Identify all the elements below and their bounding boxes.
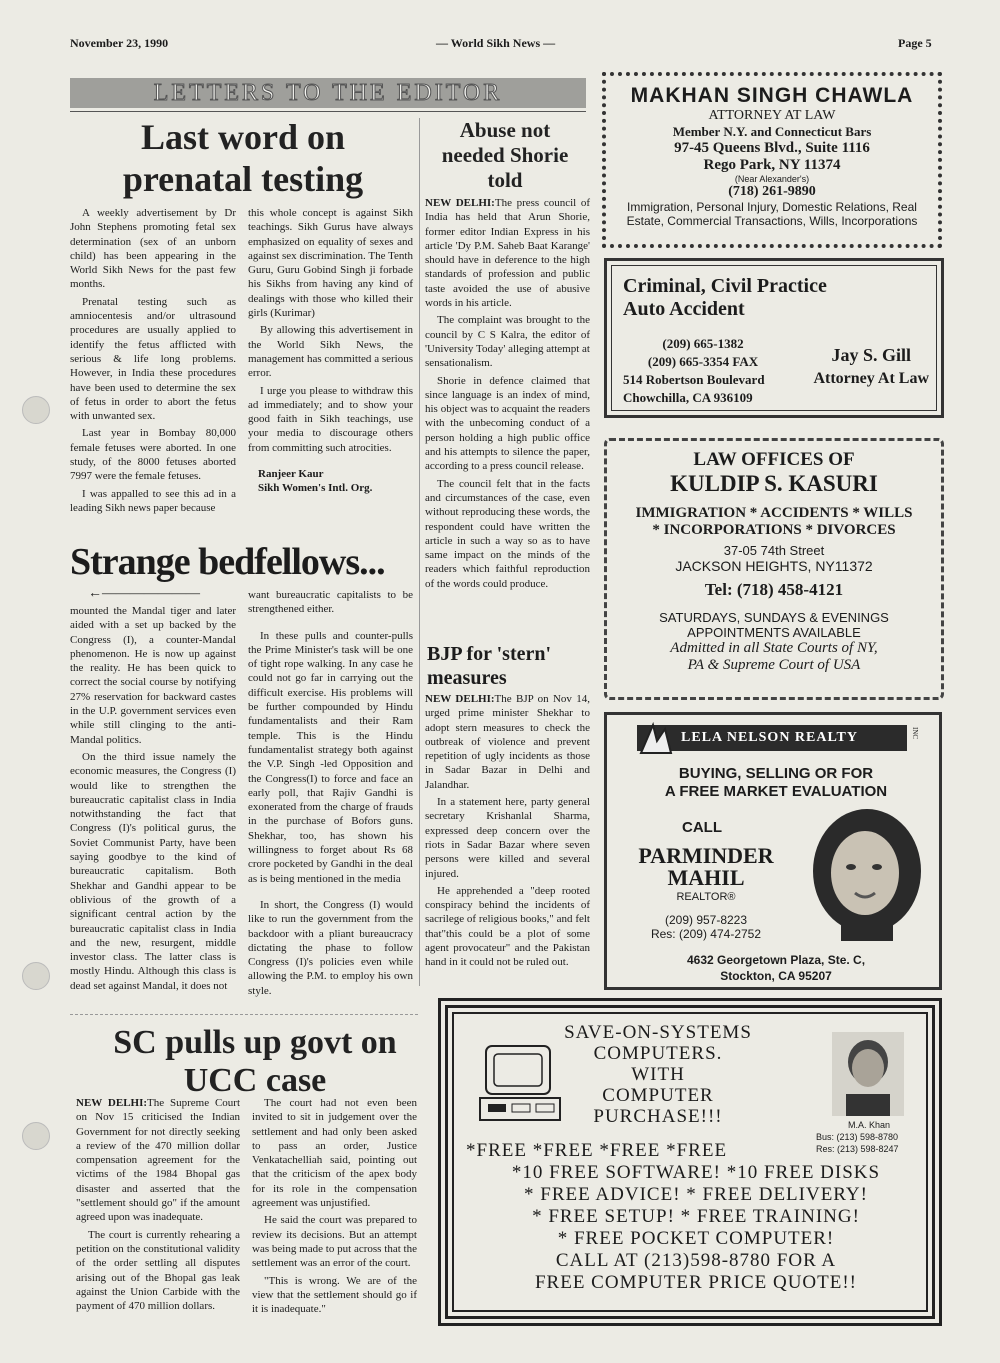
call-label: CALL (682, 819, 722, 836)
bjp-body (425, 692, 590, 973)
section-rule (70, 111, 586, 112)
address-line: 514 Robertson Boulevard (623, 372, 765, 387)
continued-arrow: ←——————— (88, 586, 200, 601)
section-banner-text: LETTERS TO THE EDITOR (153, 80, 503, 106)
attorney-title: Attorney At Law (813, 370, 929, 387)
courts: Admitted in all State Courts of NY, (670, 640, 878, 656)
offer-line: FREE COMPUTER PRICE QUOTE!! (534, 1272, 858, 1293)
practice-line: Criminal, Civil Practice (623, 275, 827, 297)
paragraph: In these pulls and counter-pulls the Prime Minister's task will be one of tight rope walking. In any case he could not go far in carrying out the difficult exercise. His problems will be further compounded by Hindu fundamentalists and their Ram temple. This is the Hindu fundamentalist strategy both against the V.P. Singh -led Opposition and the Congress(I) to force and face an early poll, that Rajiv Gandhi is exonerated from the charge of frauds in the purchase of Bofors guns. Shekhar, too, has shown his willingness to forget about Rs 68 crore pocketed by Gandhi in the deal as is being mentioned in the media (248, 629, 413, 885)
hours: APPOINTMENTS AVAILABLE (687, 625, 861, 640)
logo-text: LELA NELSON REALTY (681, 730, 858, 745)
offer-line: * FREE POCKET COMPUTER! (557, 1228, 835, 1249)
services: IMMIGRATION * ACCIDENTS * WILLS (635, 505, 913, 521)
office-line: LAW OFFICES OF (693, 449, 855, 470)
paragraph: Prenatal testing such as amniocentesis and/or ultrasound procedures are usually applied to identify the fetus afflicted with serious & life long problems. However, in India these procedures have been used to determine the sex of fetus in order to abort the fetus with unwanted sex. (70, 295, 236, 423)
paragraph: Shorie in defence claimed that since language is an index of mind, his object was to acquaint the readers with the unbecoming conduct of a person holding a high public office and his attempts to silence the paper, according to a press council release. (425, 374, 590, 473)
headline-line: SAVE-ON-SYSTEMS (564, 1022, 752, 1043)
hours: SATURDAYS, SUNDAYS & EVENINGS (659, 610, 889, 625)
sc-column-1 (76, 1096, 240, 1316)
prenatal-column-1 (70, 206, 236, 518)
paragraph: The BJP on Nov 14, urged prime minister Shekhar to adopt stern measures to check the outbreak of violence and prevent repetition of ugly incidents as those in Sadar Bazar in Delhi and Jalandhar. (425, 693, 591, 791)
signature-org: Sikh Women's Intl. Org. (258, 482, 373, 495)
paragraph: He apprehended a "deep rooted conspiracy behind the incidents of sacrilege of religious books," and felt that"this could be a plot of some agent provocateur" and the Pakistan hand in it could not be ruled out. (425, 884, 590, 969)
address-line: 37-05 74th Street (723, 543, 825, 558)
paragraph: mounted the Mandal tiger and later aided with a set up backed by the Congress (I), a counter-Mandal phenomenon. He is now up against the reality. He has been quick to correct the social course by notifying 27% reservation for backward castes in the U.P. government services even while still clinging to the anti-Mandal politics. (70, 605, 236, 746)
headline-line: COMPUTERS. (593, 1043, 723, 1064)
paragraph: The Supreme Court on Nov 15 criticised the Indian Government for not directly seeking a review of the 470 million dollar compensation agreement for the victims of the 1984 Bhopal gas disaster and asserted that the "settlement should go" if the amount agreed upon was inadequate. (76, 1097, 240, 1224)
ad-kasuri (604, 438, 944, 700)
residence-phone: Res: (213) 598-8247 (816, 1144, 899, 1154)
offer-line: *FREE *FREE *FREE *FREE (466, 1140, 728, 1161)
dateline: NEW DELHI: (425, 197, 495, 209)
bedfellows-headline: Strange bedfellows... (70, 541, 385, 583)
courts: PA & Supreme Court of USA (687, 657, 861, 673)
attorney-title: ATTORNEY AT LAW (708, 108, 836, 123)
offer-line: *10 FREE SOFTWARE! *10 FREE DISKS (511, 1162, 881, 1183)
shorie-headline: Abuse not needed Shorie told (441, 118, 569, 192)
services: * INCORPORATIONS * DIVORCES (652, 522, 896, 538)
paragraph: "This is wrong. We are of the view that the settlement should go if it is inadequate." (252, 1274, 417, 1316)
address-line: Rego Park, NY 11374 (703, 157, 841, 173)
paragraph: I urge you please to withdraw this ad immediately; and to show your good faith in Sikh teachings, use your media to discourage others from committing such atrocities. (248, 384, 413, 454)
address-note: (Near Alexander's) (734, 174, 810, 184)
bedfellows-column-2 (248, 588, 413, 1001)
attorney-name: MAKHAN SINGH CHAWLA (630, 84, 914, 107)
dateline: NEW DELHI: (76, 1097, 148, 1109)
paragraph: On the third issue namely the economic measures, the Congress (I) would like to strengthen the bureaucratic capitalist class in India notwithstanding the fact that Congress (I)'s political gurus, the Soviet Communist Party, have been saying goodbye to the kind of bureaucratic capitalism. Both Shekhar and Gandhi appear to be oblivious of the growth of a significant central action by the bureaucratic capitalist class in India and the new, resurgent, middle investor class. The latter class is mostly Hindu. Although this class is dead set against Mandal, it does not (70, 750, 236, 992)
paper-name: — World Sikh News — (436, 36, 556, 50)
phone: (718) 261-9890 (728, 184, 816, 199)
prenatal-headline: Last word on prenatal testing (122, 117, 364, 199)
realty-logo-icon (639, 719, 683, 759)
owner-name: M.A. Khan (847, 1120, 891, 1130)
paragraph: The court is currently rehearing a petition on the constitutional validity of the order settling all disputes arising out of the Bhopal gas leak against the Union Carbide with the payment of 470 million dollars. (76, 1228, 240, 1313)
paragraph: He said the court was prepared to review its decisions. But an attempt was being made to put across that the settlement was an error of the court. (252, 1214, 417, 1270)
paragraph: By allowing this advertisement in the World Sikh News, the management has committed a serious error. (248, 324, 413, 380)
bjp-headline: BJP for 'stern' measures (427, 643, 552, 689)
fax: (209) 665-3354 FAX (647, 354, 759, 369)
offer-line: A FREE MARKET EVALUATION (664, 783, 888, 800)
paragraph: In short, the Congress (I) would like to run the government from the backdoor with a pliant bureaucracy dictating the phase to follow Congress (I)'s policies even while allowing the P.M. to employ his own style. (248, 898, 413, 997)
phone: Tel: (718) 458-4121 (704, 580, 844, 599)
column-rule (70, 1014, 418, 1015)
paragraph: The council felt that in the facts and circumstances of the case, even without reproducing these words, the respondent could have written the article in such a way so as to have same impact on the minds of the readers which faithful reproduction of the words could produce. (425, 477, 590, 590)
paragraph: I was appalled to see this ad in a leading Sikh news paper because (70, 487, 236, 514)
address-line: JACKSON HEIGHTS, NY11372 (675, 558, 873, 574)
offer-line: BUYING, SELLING OR FOR (678, 765, 874, 782)
signature-name: Ranjeer Kaur (258, 468, 324, 481)
realtor-photo (801, 801, 933, 941)
inc-label: INC (911, 727, 919, 740)
attorney-name: Jay S. Gill (831, 345, 911, 365)
paragraph: The press council of India has held that Arun Shorie, former editor Indian Express in his article 'Dy P.M. Saheb Baat Karange' should have in deference to the high standards of profession and public taste avoided the use of abusive words in his article. (425, 197, 591, 310)
sc-column-2 (252, 1096, 417, 1319)
issue-date: November 23, 1990 (70, 36, 169, 50)
owner-photo (832, 1032, 904, 1116)
phone: (209) 665-1382 (662, 336, 744, 351)
address-line: Stockton, CA 95207 (720, 969, 832, 983)
bar-membership: Member N.Y. and Connecticut Bars (672, 124, 872, 139)
paragraph: The complaint was brought to the council by C S Kalra, the editor of 'University Today' alleging attempt at sensationalism. (425, 314, 590, 370)
address-line: 4632 Georgetown Plaza, Ste. C, (686, 953, 866, 967)
ad-realty (604, 712, 942, 990)
headline-line: WITH (631, 1064, 685, 1085)
paragraph: want bureaucratic capitalists to be strengthened either. (248, 589, 413, 616)
column-rule (419, 118, 420, 986)
binder-hole (22, 962, 50, 990)
realtor-name: PARMINDER (638, 843, 774, 868)
paragraph: this whole concept is against Sikh teachings. Sikh Gurus have always emphasized on equality of sexes and against sex discrimination. The Tenth Guru, Guru Gobind Singh ji forbade his Sikhs from having any kind of dealings with those who killed their girls (Kurimar) (248, 207, 413, 320)
offer-line: * FREE SETUP! * FREE TRAINING! (532, 1206, 860, 1227)
ad-chawla (602, 72, 942, 248)
paragraph: In a statement here, party general secretary Krishanlal Sharma, expressed deep concern over the riots in Sadar Bazar where seven persons were killed and several injured. (425, 796, 590, 880)
ad-gill (604, 258, 944, 418)
paragraph: A weekly advertisement by Dr John Stephens promoting fetal sex determination (sex of an unborn child) has been appearing in the World Sikh News for the past few months. (70, 207, 236, 291)
realtor-name: MAHIL (667, 865, 745, 890)
headline-line: PURCHASE!!! (593, 1106, 723, 1127)
sc-headline: SC pulls up govt on UCC case (113, 1024, 397, 1099)
business-phone: Bus: (213) 598-8780 (816, 1132, 899, 1142)
section-banner (70, 78, 586, 108)
realtor-role: REALTOR® (676, 891, 736, 903)
ad-computers (438, 998, 942, 1326)
bedfellows-column-1 (70, 604, 236, 996)
shorie-body (425, 196, 590, 594)
attorney-name: KULDIP S. KASURI (670, 471, 878, 496)
page-number: Page 5 (898, 36, 932, 50)
prenatal-column-2 (248, 206, 413, 496)
phone: (209) 957-8223 (664, 913, 748, 927)
dateline: NEW DELHI: (425, 693, 495, 705)
practice-line: Auto Accident (623, 298, 745, 320)
offer-line: CALL AT (213)598-8780 FOR A (555, 1250, 837, 1271)
binder-hole (22, 396, 50, 424)
address-line: Chowchilla, CA 936109 (623, 390, 753, 405)
address-line: 97-45 Queens Blvd., Suite 1116 (674, 140, 870, 156)
paragraph: The court had not even been invited to sit in judgement over the settlement and had only been asked to pass an order, Justice Venkatachelliah said, pointing out that the criticism of the apex body for its role in the compensation agreement was unjustified. (252, 1097, 417, 1210)
headline-line: COMPUTER (602, 1085, 714, 1106)
binder-hole (22, 1122, 50, 1150)
paragraph: Last year in Bombay 80,000 female fetuses were aborted. In one study, of the 8000 fetuses aborted 7997 were the female fetuses. (70, 427, 236, 483)
phone: Res: (209) 474-2752 (650, 927, 762, 941)
offer-line: * FREE ADVICE! * FREE DELIVERY! (524, 1184, 868, 1205)
services: Immigration, Personal Injury, Domestic Relations, Real Estate, Commercial Transactions, Wills, Incorporations (626, 200, 918, 228)
